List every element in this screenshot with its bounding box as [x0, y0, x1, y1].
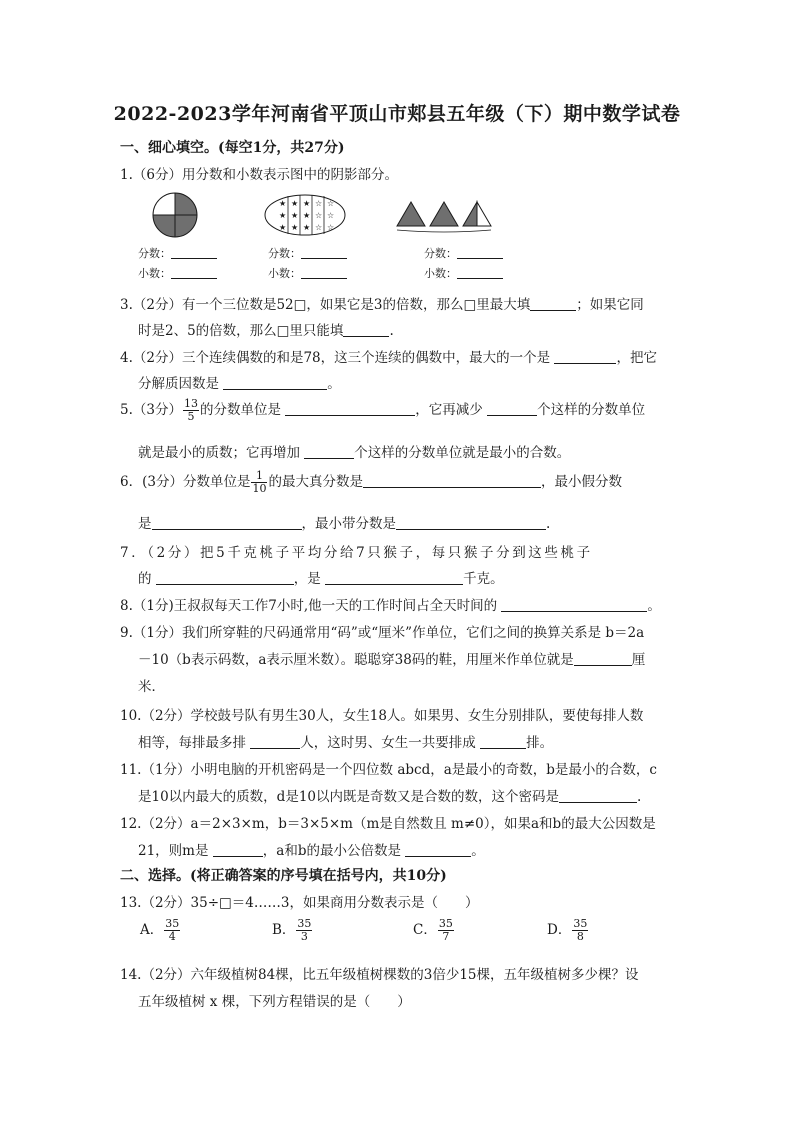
fig3-fraction-label: 分数： — [424, 245, 503, 261]
option-a[interactable]: A． $\frac{35}{4}$ — [140, 917, 180, 943]
fraction-1-10: $\frac{1}{10}$ — [252, 469, 267, 495]
star-icon: ★ — [279, 223, 287, 232]
star-outline-icon: ☆ — [327, 223, 335, 232]
question-7-line-2: 的 ，是 千克。 — [138, 571, 504, 587]
question-9-line-1: 9.（1分）我们所穿鞋的尺码通常用“码”或“厘米”作单位，它们之间的换算关系是 b＝2a — [120, 625, 645, 641]
star-oval-figure — [265, 195, 345, 235]
circle-figure — [153, 193, 197, 237]
question-14-line-2: 五年级植树 x 棵，下列方程错误的是（ ） — [138, 994, 411, 1010]
option-d[interactable]: D． $\frac{35}{8}$ — [547, 917, 588, 943]
star-icon: ★ — [291, 199, 299, 208]
triangles-figure — [397, 202, 491, 232]
q1-figures — [140, 188, 510, 248]
star-outline-icon: ☆ — [327, 211, 335, 220]
star-icon: ★ — [303, 223, 311, 232]
fraction-13-5: $\frac{13}{5}$ — [183, 397, 198, 423]
question-1: 1.（6分）用分数和小数表示图中的阴影部分。 — [120, 167, 398, 183]
triangle-shaded — [430, 202, 458, 226]
star-icon: ★ — [303, 199, 311, 208]
star-outline-icon: ☆ — [315, 211, 323, 220]
star-icon: ★ — [279, 199, 287, 208]
star-outline-icon: ☆ — [327, 199, 335, 208]
question-10-line-2: 相等，每排最多排 人，这时男、女生一共要排成 排。 — [138, 735, 554, 751]
option-b[interactable]: B． $\frac{35}{3}$ — [272, 917, 312, 943]
fig2-fraction-label: 分数： — [268, 245, 347, 261]
question-5-line-2: 就是最小的质数；它再增加 个这样的分数单位就是最小的合数。 — [138, 445, 571, 461]
question-3-line-2: 时是2、5的倍数，那么□里只能填 . — [138, 323, 394, 339]
question-5-line-1: 5.（3分） $\frac{13}{5}$ 的分数单位是 ，它再减少 个这样的分数单位 — [120, 397, 646, 423]
question-13: 13.（2分）35÷□＝4……3，如果商用分数表示是（ ） — [120, 895, 479, 911]
question-12-line-2: 21，则m是 ，a和b的最小公倍数是 。 — [138, 843, 485, 859]
brace-mark — [397, 230, 491, 232]
star-icon: ★ — [279, 211, 287, 220]
question-11-line-1: 11.（1分）小明电脑的开机密码是一个四位数 abcd，a是最小的奇数，b是最小的合数，c — [120, 762, 657, 778]
question-6-line-1: 6．(3分）分数单位是 $\frac{1}{10}$ 的最大真分数是 ，最小假分数 — [120, 469, 622, 495]
fig3-decimal-label: 小数： — [424, 265, 503, 281]
question-6-line-2: 是 ，最小带分数是 . — [138, 516, 551, 532]
question-3-line-1: 3.（2分）有一个三位数是52□，如果它是3的倍数，那么□里最大填 ；如果它同 — [120, 297, 644, 313]
section-1-heading: 一、细心填空。(每空1分，共27分) — [120, 140, 345, 156]
fig2-decimal-label: 小数： — [268, 265, 347, 281]
question-11-line-2: 是10以内最大的质数，d是10以内既是奇数又是合数的数，这个密码是 . — [138, 789, 642, 805]
question-9-line-3: 米． — [138, 679, 165, 695]
question-9-line-2: －10（b表示码数，a表示厘米数）。聪聪穿38码的鞋，用厘米作单位就是 厘 — [138, 652, 646, 668]
star-icon: ★ — [291, 223, 299, 232]
section-2-heading: 二、选择。(将正确答案的序号填在括号内，共10分) — [120, 868, 447, 884]
question-14-line-1: 14.（2分）六年级植树84棵，比五年级植树棵数的3倍少15棵，五年级植树多少棵？设 — [120, 967, 639, 983]
star-outline-icon: ☆ — [315, 223, 323, 232]
fig1-decimal-label: 小数： — [138, 265, 217, 281]
question-12-line-1: 12.（2分）a＝2×3×m，b＝3×5×m（m是自然数且 m≠0），如果a和b的最大公因数是 — [120, 816, 656, 832]
circle-quarter-shaded — [175, 215, 197, 237]
circle-quarter-blank — [153, 193, 175, 215]
question-10-line-1: 10.（2分）学校鼓号队有男生30人，女生18人。如果男、女生分别排队，要使每排人数 — [120, 708, 644, 724]
star-icon: ★ — [291, 211, 299, 220]
question-7-line-1: 7．（2分）把5千克桃子平均分给7只猴子，每只猴子分到这些桃子 — [120, 545, 593, 561]
triangle-half-blank — [477, 202, 491, 226]
fig1-fraction-label: 分数： — [138, 245, 217, 261]
circle-quarter-shaded — [175, 193, 197, 215]
question-4-line-2: 分解质因数是 。 — [138, 376, 341, 392]
option-c[interactable]: C． $\frac{35}{7}$ — [413, 917, 453, 943]
star-outline-icon: ☆ — [315, 199, 323, 208]
triangle-shaded — [397, 202, 425, 226]
triangle-half-shaded — [463, 202, 477, 226]
question-4-line-1: 4.（2分）三个连续偶数的和是78，这三个连续的偶数中，最大的一个是 ，把它 — [120, 350, 657, 366]
question-8: 8.（1分)王叔叔每天工作7小时,他一天的工作时间占全天时间的 。 — [120, 598, 661, 614]
exam-title: 2022-2023学年河南省平顶山市郏县五年级（下）期中数学试卷 — [113, 103, 681, 125]
circle-quarter-shaded — [153, 215, 175, 237]
star-icon: ★ — [303, 211, 311, 220]
